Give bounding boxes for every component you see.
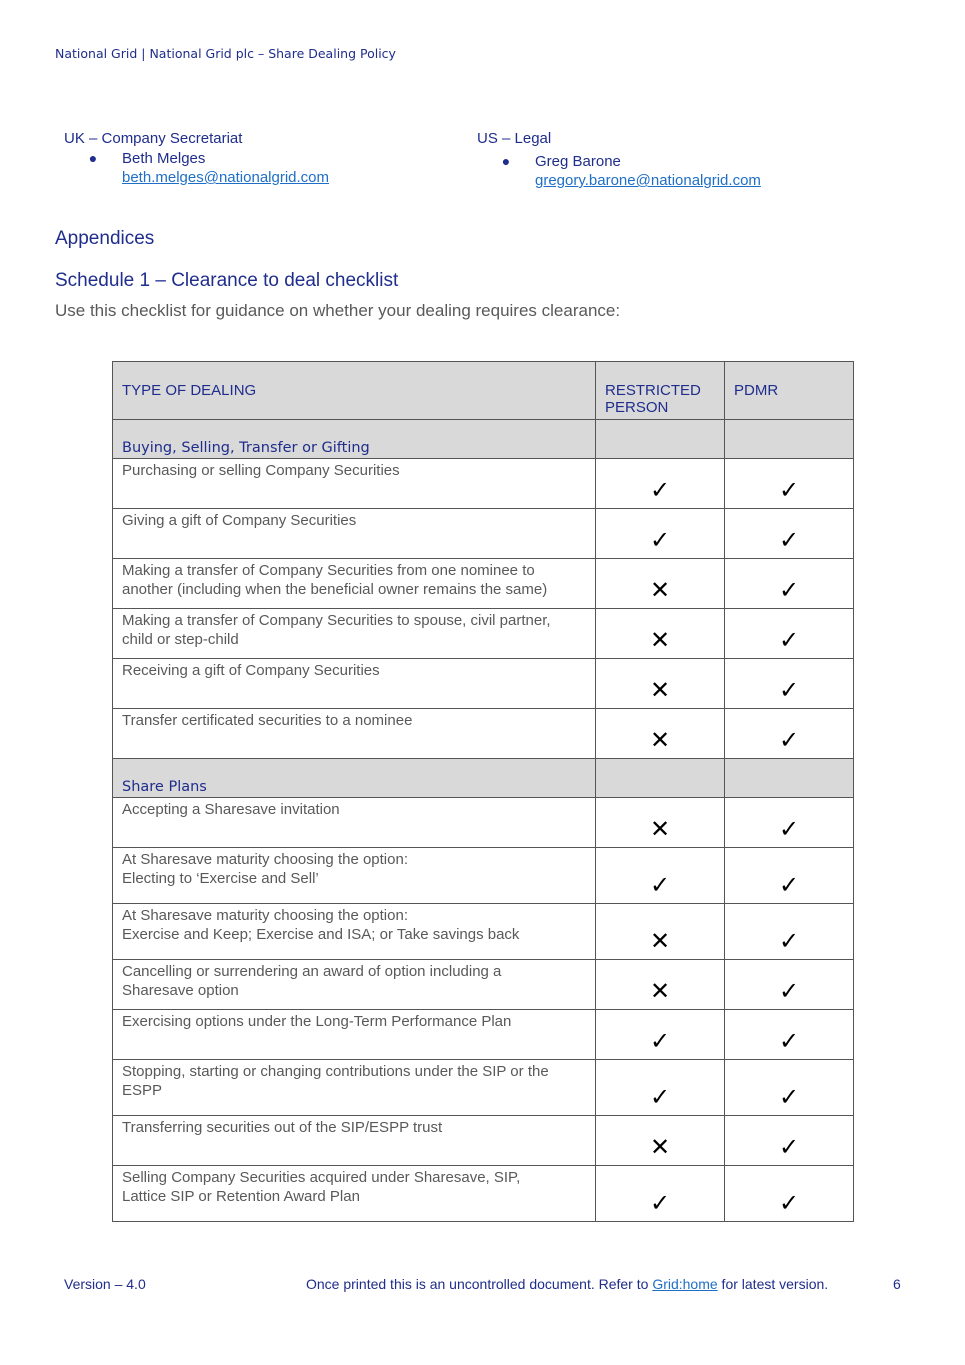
dealing-text-line: child or step-child	[122, 631, 239, 648]
bullet-icon: ●	[88, 150, 98, 166]
footer-notice-after: for latest version.	[717, 1276, 829, 1292]
pdmr-cell	[725, 848, 854, 904]
section-row	[113, 420, 854, 459]
contact-name: Beth Melges	[122, 150, 206, 167]
restricted-cross-icon: ✕	[649, 626, 671, 654]
pdmr-cell	[725, 659, 854, 709]
table-row	[113, 960, 854, 1010]
bullet-icon: ●	[501, 153, 511, 169]
section-blank-cell	[596, 759, 725, 798]
pdmr-cell	[725, 798, 854, 848]
dealing-type-cell	[113, 559, 595, 599]
dealing-type-cell	[113, 1166, 595, 1206]
table-row	[113, 848, 854, 904]
pdmr-check-icon: ✓	[778, 626, 800, 654]
pdmr-check-icon: ✓	[778, 726, 800, 754]
restricted-check-icon: ✓	[649, 476, 671, 504]
pdmr-check-icon: ✓	[778, 1133, 800, 1161]
restricted-person-cell	[596, 848, 725, 904]
table-row	[113, 1166, 854, 1222]
dealing-type-cell	[113, 1060, 595, 1100]
dealing-text-line: Transfer certificated securities to a nominee	[122, 712, 413, 729]
clearance-checklist-table	[112, 361, 854, 1222]
dealing-type-cell	[113, 904, 595, 944]
dealing-type-cell	[113, 709, 595, 730]
dealing-type-cell	[113, 798, 595, 819]
dealing-type-cell	[113, 960, 595, 1000]
dealing-text-line: At Sharesave maturity choosing the option:	[122, 851, 408, 868]
dealing-text-line: Cancelling or surrendering an award of option including a	[122, 963, 502, 980]
footer-notice-before: Once printed this is an uncontrolled document. Refer to	[306, 1276, 653, 1292]
section-row	[113, 759, 854, 798]
dealing-type-cell	[113, 659, 595, 680]
section-blank-cell	[725, 759, 854, 798]
table-row	[113, 709, 854, 759]
pdmr-check-icon: ✓	[778, 676, 800, 704]
dealing-type-cell	[113, 848, 595, 888]
restricted-check-icon: ✓	[649, 526, 671, 554]
pdmr-check-icon: ✓	[778, 1027, 800, 1055]
dealing-text-line: Sharesave option	[122, 982, 239, 999]
contact-email-link[interactable]: gregory.barone@nationalgrid.com	[535, 172, 761, 189]
footer-page-number: 6	[893, 1276, 901, 1292]
restricted-person-cell	[596, 1116, 725, 1166]
restricted-person-cell	[596, 459, 725, 509]
pdmr-cell	[725, 709, 854, 759]
schedule-heading: Schedule 1 – Clearance to deal checklist	[55, 270, 399, 291]
column-header-pdmr: PDMR	[734, 382, 779, 399]
dealing-text-line: another (including when the beneficial owner remains the same)	[122, 581, 548, 598]
contact-us	[477, 129, 761, 190]
dealing-type-cell	[113, 609, 595, 649]
dealing-text-line: Stopping, starting or changing contributions under the SIP or the	[122, 1063, 549, 1080]
restricted-cross-icon: ✕	[649, 927, 671, 955]
restricted-check-icon: ✓	[649, 1027, 671, 1055]
table-row	[113, 904, 854, 960]
dealing-text-line: Receiving a gift of Company Securities	[122, 662, 380, 679]
footer-gridhome-link[interactable]: Grid:home	[652, 1276, 718, 1292]
contact-dept: UK – Company Secretariat	[64, 130, 243, 147]
pdmr-cell	[725, 609, 854, 659]
table-row	[113, 509, 854, 559]
dealing-text-line: Exercising options under the Long-Term Performance Plan	[122, 1013, 512, 1030]
dealing-text-line: Giving a gift of Company Securities	[122, 512, 357, 529]
column-header-restricted: RESTRICTED PERSON	[605, 382, 701, 416]
dealing-text-line: Electing to ‘Exercise and Sell’	[122, 870, 319, 887]
dealing-text-line: At Sharesave maturity choosing the option:	[122, 907, 408, 924]
restricted-person-cell	[596, 509, 725, 559]
pdmr-check-icon: ✓	[778, 476, 800, 504]
pdmr-check-icon: ✓	[778, 871, 800, 899]
dealing-text-line: Making a transfer of Company Securities to spouse, civil partner,	[122, 612, 551, 629]
restricted-person-cell	[596, 904, 725, 960]
pdmr-check-icon: ✓	[778, 1083, 800, 1111]
restricted-person-cell	[596, 1010, 725, 1060]
table-row	[113, 1010, 854, 1060]
pdmr-check-icon: ✓	[778, 815, 800, 843]
pdmr-cell	[725, 1166, 854, 1222]
restricted-person-cell	[596, 559, 725, 609]
table-row	[113, 659, 854, 709]
restricted-person-cell	[596, 1060, 725, 1116]
pdmr-cell	[725, 559, 854, 609]
restricted-cross-icon: ✕	[649, 676, 671, 704]
pdmr-cell	[725, 1116, 854, 1166]
restricted-check-icon: ✓	[649, 871, 671, 899]
dealing-text-line: Lattice SIP or Retention Award Plan	[122, 1188, 360, 1205]
restricted-person-cell	[596, 709, 725, 759]
table-row	[113, 798, 854, 848]
restricted-person-cell	[596, 609, 725, 659]
table-row	[113, 1060, 854, 1116]
pdmr-cell	[725, 1010, 854, 1060]
contact-name: Greg Barone	[535, 153, 621, 170]
page-header: National Grid | National Grid plc – Share Dealing Policy	[55, 46, 396, 61]
section-title: Share Plans	[122, 779, 207, 795]
restricted-check-icon: ✓	[649, 1189, 671, 1217]
table-row	[113, 559, 854, 609]
contact-email-link[interactable]: beth.melges@nationalgrid.com	[122, 169, 330, 186]
dealing-type-cell	[113, 1010, 595, 1031]
restricted-cross-icon: ✕	[649, 726, 671, 754]
section-blank-cell	[725, 420, 854, 459]
appendices-heading: Appendices	[55, 228, 155, 249]
dealing-type-cell	[113, 509, 595, 530]
restricted-person-cell	[596, 960, 725, 1010]
pdmr-cell	[725, 509, 854, 559]
restricted-check-icon: ✓	[649, 1083, 671, 1111]
intro-text: Use this checklist for guidance on whether your dealing requires clearance:	[55, 301, 621, 320]
pdmr-check-icon: ✓	[778, 576, 800, 604]
pdmr-cell	[725, 904, 854, 960]
pdmr-check-icon: ✓	[778, 1189, 800, 1217]
table-header-row	[113, 362, 854, 420]
footer-version: Version – 4.0	[64, 1276, 146, 1292]
restricted-cross-icon: ✕	[649, 815, 671, 843]
pdmr-cell	[725, 459, 854, 509]
restricted-person-cell	[596, 659, 725, 709]
footer-notice	[306, 1276, 828, 1292]
restricted-cross-icon: ✕	[649, 1133, 671, 1161]
pdmr-check-icon: ✓	[778, 526, 800, 554]
pdmr-check-icon: ✓	[778, 927, 800, 955]
pdmr-check-icon: ✓	[778, 977, 800, 1005]
table-row	[113, 459, 854, 509]
contact-dept: US – Legal	[477, 130, 552, 147]
section-title: Buying, Selling, Transfer or Gifting	[122, 440, 370, 456]
contact-uk	[64, 129, 329, 187]
section-blank-cell	[596, 420, 725, 459]
dealing-type-cell	[113, 459, 595, 480]
dealing-text-line: Selling Company Securities acquired under Sharesave, SIP,	[122, 1169, 521, 1186]
restricted-person-cell	[596, 1166, 725, 1222]
table-row	[113, 1116, 854, 1166]
table-row	[113, 609, 854, 659]
dealing-text-line: ESPP	[122, 1082, 163, 1099]
restricted-person-cell	[596, 798, 725, 848]
restricted-cross-icon: ✕	[649, 977, 671, 1005]
pdmr-cell	[725, 1060, 854, 1116]
dealing-text-line: Transferring securities out of the SIP/ESPP trust	[122, 1119, 443, 1136]
dealing-text-line: Accepting a Sharesave invitation	[122, 801, 340, 818]
restricted-cross-icon: ✕	[649, 576, 671, 604]
dealing-text-line: Purchasing or selling Company Securities	[122, 462, 400, 479]
pdmr-cell	[725, 960, 854, 1010]
dealing-text-line: Exercise and Keep; Exercise and ISA; or Take savings back	[122, 926, 520, 943]
dealing-text-line: Making a transfer of Company Securities from one nominee to	[122, 562, 535, 579]
dealing-type-cell	[113, 1116, 595, 1137]
column-header-type: TYPE OF DEALING	[122, 382, 257, 399]
